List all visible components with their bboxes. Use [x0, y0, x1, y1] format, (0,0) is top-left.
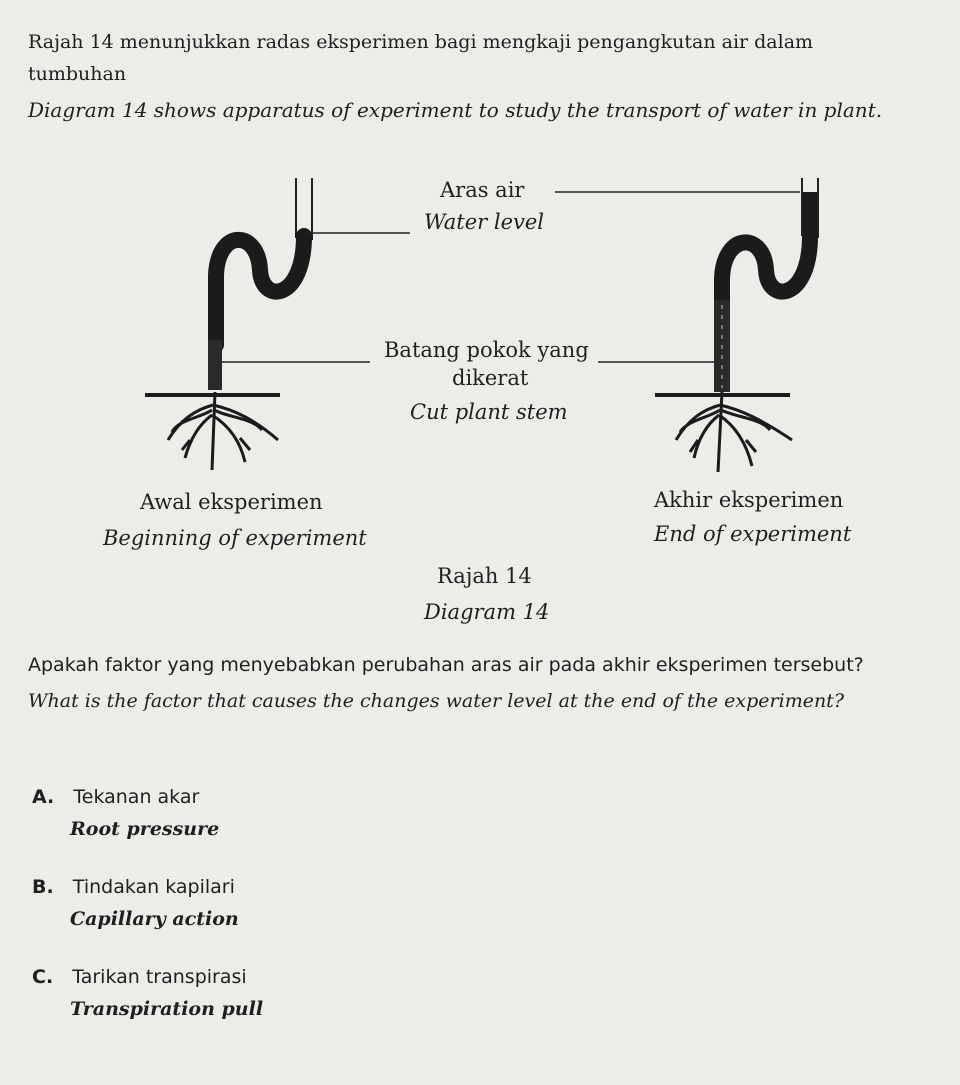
option-c-letter: C. [32, 966, 54, 988]
left-apparatus [145, 178, 312, 470]
option-c[interactable] [32, 966, 263, 1020]
option-c-en: Transpiration pull [70, 998, 264, 1020]
right-apparatus [655, 178, 818, 472]
option-a-ms: Tekanan akar [73, 786, 200, 808]
begin-label-ms: Awal eksperimen [140, 490, 323, 514]
option-a-letter: A. [32, 786, 55, 808]
intro-ms-line2: tumbuhan [28, 63, 127, 85]
option-b[interactable] [32, 876, 239, 930]
begin-label-en: Beginning of experiment [103, 526, 367, 550]
diagram-caption-en: Diagram 14 [424, 600, 550, 624]
end-label-en: End of experiment [654, 522, 852, 546]
option-b-en: Capillary action [70, 908, 239, 930]
prompt-ms: Apakah faktor yang menyebabkan perubahan aras air pada akhir eksperimen tersebut? [28, 654, 864, 676]
option-b-letter: B. [32, 876, 54, 898]
diagram-caption-ms: Rajah 14 [437, 564, 532, 588]
water-level-label-ms: Aras air [440, 178, 525, 202]
end-label-ms: Akhir eksperimen [654, 488, 844, 512]
option-a[interactable] [32, 786, 219, 840]
option-a-en: Root pressure [70, 818, 220, 840]
water-level-label-en: Water level [424, 210, 545, 234]
option-b-ms: Tindakan kapilari [72, 876, 235, 898]
prompt-en: What is the factor that causes the changes water level at the end of the experiment? [28, 690, 845, 712]
stem-label-ms-2: dikerat [452, 366, 529, 390]
intro-en: Diagram 14 shows apparatus of experiment to study the transport of water in plant. [28, 98, 883, 122]
intro-ms-line1: Rajah 14 menunjukkan radas eksperimen bagi mengkaji pengangkutan air dalam [28, 31, 814, 53]
stem-label-ms-1: Batang pokok yang [384, 338, 589, 362]
option-c-ms: Tarikan transpirasi [72, 966, 247, 988]
stem-label-en: Cut plant stem [410, 400, 568, 424]
